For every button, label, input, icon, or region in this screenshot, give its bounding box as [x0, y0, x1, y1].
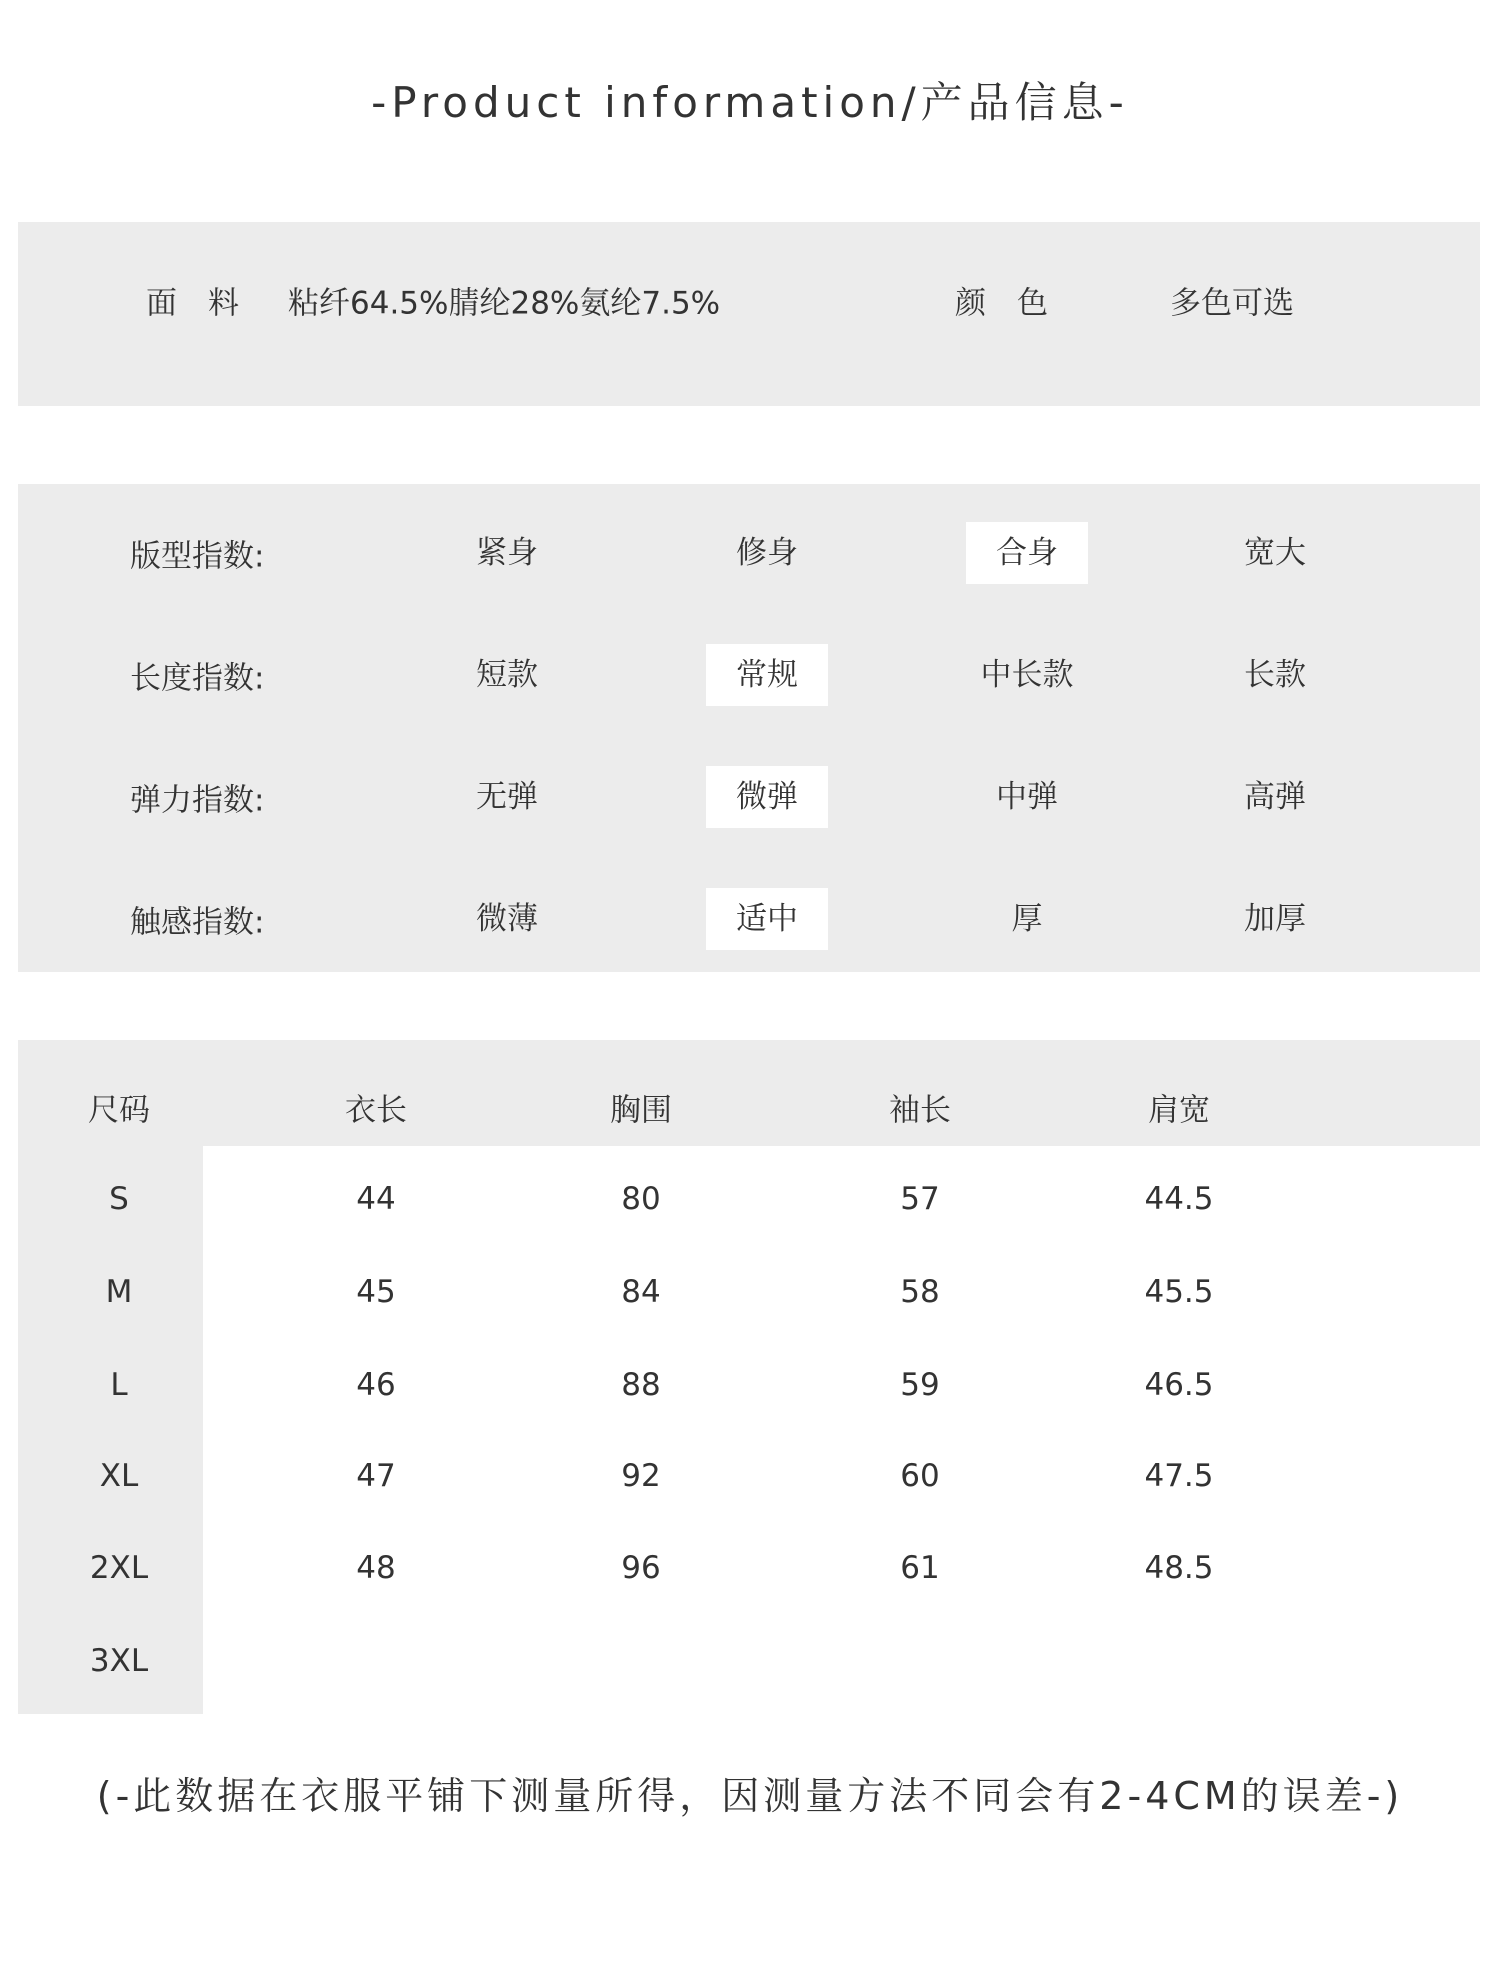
size-table-cell: 57	[900, 1181, 940, 1217]
index-option: 中弹	[996, 779, 1058, 815]
size-label: 2XL	[89, 1550, 149, 1586]
size-table-cell: 60	[900, 1458, 940, 1494]
size-table-cell: 80	[621, 1181, 661, 1217]
index-option-cell	[446, 522, 568, 584]
size-table-cell: 47	[356, 1458, 396, 1494]
index-option: 长款	[1244, 657, 1306, 693]
index-option-cell	[966, 522, 1088, 584]
index-option-cell	[966, 766, 1088, 828]
color-label: 颜 色	[955, 285, 1048, 322]
size-table-cell: 46.5	[1144, 1367, 1214, 1403]
size-label: S	[109, 1181, 129, 1217]
index-option-cell	[1214, 644, 1336, 706]
index-label: 长度指数:	[130, 660, 265, 697]
size-table-cell: 59	[900, 1367, 940, 1403]
size-table-cell: 88	[621, 1367, 661, 1403]
color-value: 多色可选	[1170, 285, 1294, 322]
index-option-selected: 合身	[966, 522, 1088, 584]
size-table-cell: 44.5	[1144, 1181, 1214, 1217]
size-table-header: 衣长	[345, 1092, 407, 1129]
index-label: 版型指数:	[130, 538, 265, 575]
index-option-cell	[1214, 888, 1336, 950]
index-option-cell	[706, 888, 828, 950]
index-option-cell	[446, 888, 568, 950]
index-option-cell	[706, 522, 828, 584]
measurement-footnote: (-此数据在衣服平铺下测量所得，因测量方法不同会有2-4CM的误差-)	[96, 1774, 1404, 1818]
size-table-cell: 48	[356, 1550, 396, 1586]
index-label: 弹力指数:	[130, 782, 265, 819]
index-option-selected: 常规	[706, 644, 828, 706]
size-table-size-column	[18, 1146, 203, 1714]
index-option-selected: 适中	[706, 888, 828, 950]
size-table-cell: 47.5	[1144, 1458, 1214, 1494]
size-table-cell: 92	[621, 1458, 661, 1494]
size-table-header-band	[18, 1040, 1480, 1146]
index-option: 无弹	[476, 779, 538, 815]
index-option: 短款	[476, 657, 538, 693]
size-table-header: 肩宽	[1148, 1092, 1210, 1129]
index-option: 中长款	[980, 657, 1074, 693]
index-option: 修身	[736, 535, 798, 571]
size-table-cell: 61	[900, 1550, 940, 1586]
index-option: 宽大	[1244, 535, 1306, 571]
size-table-cell: 46	[356, 1367, 396, 1403]
page-title: -Product information/产品信息-	[371, 78, 1129, 127]
index-option: 微薄	[476, 901, 538, 937]
size-label: 3XL	[89, 1643, 149, 1679]
index-option-cell	[706, 644, 828, 706]
size-table-cell: 84	[621, 1274, 661, 1310]
size-table-cell: 58	[900, 1274, 940, 1310]
index-option: 加厚	[1244, 901, 1306, 937]
index-option-cell	[446, 766, 568, 828]
index-option-cell	[446, 644, 568, 706]
index-option-cell	[982, 888, 1073, 950]
fabric-value: 粘纤64.5%腈纶28%氨纶7.5%	[288, 285, 721, 322]
size-label: XL	[99, 1458, 139, 1494]
index-option-cell	[1214, 522, 1336, 584]
index-label: 触感指数:	[130, 904, 265, 941]
size-table-cell: 45.5	[1144, 1274, 1214, 1310]
size-table-header: 袖长	[889, 1092, 951, 1129]
size-label: M	[105, 1274, 133, 1310]
index-option-selected: 微弹	[706, 766, 828, 828]
index-option: 紧身	[476, 535, 538, 571]
index-option: 厚	[1011, 901, 1043, 937]
size-label: L	[110, 1367, 128, 1403]
index-option-cell	[951, 644, 1104, 706]
size-table-header: 尺码	[88, 1092, 150, 1129]
size-table-cell: 45	[356, 1274, 396, 1310]
index-option: 高弹	[1244, 779, 1306, 815]
index-option-cell	[1214, 766, 1336, 828]
fabric-label: 面 料	[146, 285, 239, 322]
size-table-cell: 48.5	[1144, 1550, 1214, 1586]
size-table-header: 胸围	[610, 1092, 672, 1129]
size-table-cell: 44	[356, 1181, 396, 1217]
index-option-cell	[706, 766, 828, 828]
size-table-cell: 96	[621, 1550, 661, 1586]
